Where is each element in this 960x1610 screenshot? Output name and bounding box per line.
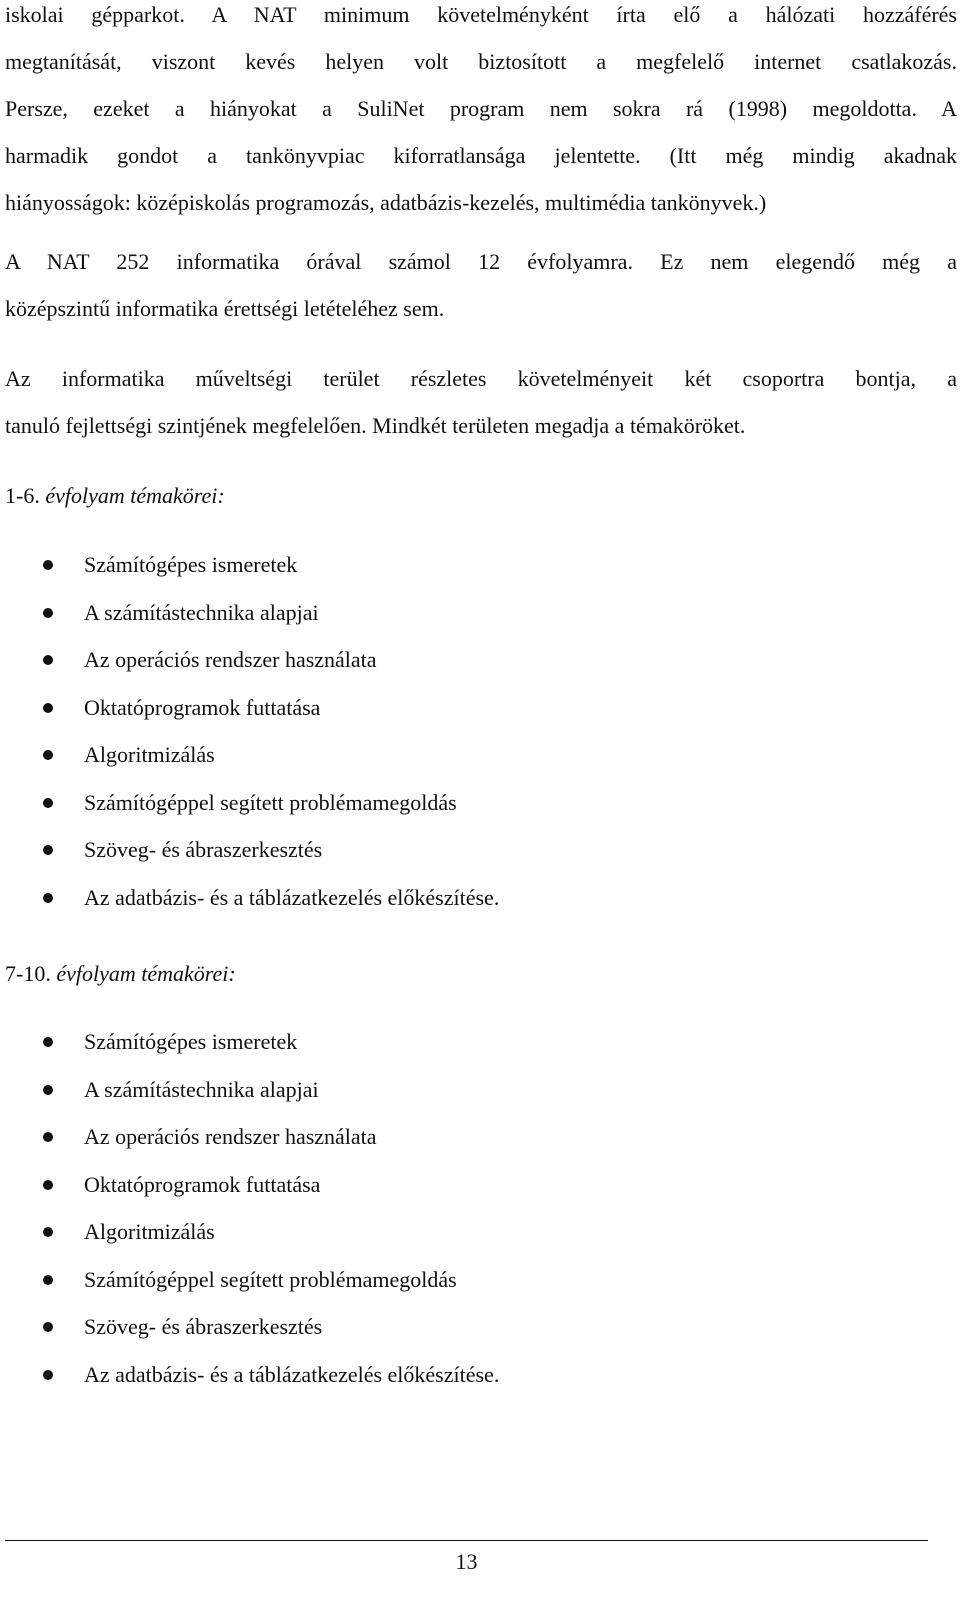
bullet-icon — [43, 1132, 53, 1142]
bullet-icon — [43, 1085, 53, 1095]
list-item-label: Számítógéppel segített problémamegoldás — [84, 789, 457, 815]
list-item-label: A számítástechnika alapjai — [84, 599, 319, 625]
list-item-label: Szöveg- és ábraszerkesztés — [84, 1314, 323, 1339]
section-heading-grades-7-10 — [5, 959, 236, 989]
footer-divider — [5, 1540, 928, 1541]
list-item-label: Számítógépes ismeretek — [84, 1029, 298, 1054]
bullet-icon — [43, 1037, 53, 1047]
bullet-icon — [43, 655, 53, 665]
list-item-label: Szöveg- és ábraszerkesztés — [84, 837, 323, 862]
list-item-label: Számítógépes ismeretek — [84, 552, 298, 577]
list-item-label: Számítógéppel segített problémamegoldás — [84, 1266, 457, 1292]
paragraph-hardware-and-textbooks — [5, 0, 957, 235]
paragraph-line: tanuló fejlettségi szintjének megfelelően. Mindkét területen megadja a témaköröket. — [5, 413, 746, 438]
list-item-label: Az operációs rendszer használata — [84, 647, 377, 672]
list-item-label: Az operációs rendszer használata — [84, 1124, 377, 1149]
bullet-icon — [43, 608, 53, 618]
paragraph-line: A NAT 252 informatika órával számol 12 évfolyamra. Ez nem elegendő még a — [5, 249, 957, 274]
paragraph-requirements-groups — [5, 364, 957, 458]
bullet-icon — [43, 1227, 53, 1237]
bullet-icon — [43, 1370, 53, 1380]
bullet-icon — [43, 750, 53, 760]
paragraph-nat-hours — [5, 247, 957, 341]
section-heading-grades-1-6 — [5, 481, 225, 511]
list-item-label: Az adatbázis- és a táblázatkezelés előkészítése. — [84, 1361, 500, 1387]
bullet-icon — [43, 1322, 53, 1332]
list-item-label: A számítástechnika alapjai — [84, 1076, 319, 1102]
bullet-icon — [43, 703, 53, 713]
section-number: 1-6. — [5, 483, 40, 508]
list-item-label: Algoritmizálás — [84, 1219, 215, 1244]
paragraph-line: középszintű informatika érettségi letételéhez sem. — [5, 296, 445, 321]
paragraph-line: hiányosságok: középiskolás programozás, adatbázis-kezelés, multimédia tankönyvek.) — [5, 190, 767, 215]
bullet-icon — [43, 1275, 53, 1285]
bullet-icon — [43, 1180, 53, 1190]
section-title: évfolyam témakörei: — [45, 483, 225, 508]
paragraph-line: iskolai gépparkot. A NAT minimum követelményként írta elő a hálózati hozzáférés — [5, 2, 957, 27]
paragraph-line: megtanítását, viszont kevés helyen volt biztosított a megfelelő internet csatlakozás. — [5, 49, 957, 74]
page-number: 13 — [455, 1549, 478, 1574]
bullet-icon — [43, 845, 53, 855]
list-item-label: Algoritmizálás — [84, 742, 215, 767]
paragraph-line: Persze, ezeket a hiányokat a SuliNet program nem sokra rá (1998) megoldotta. A — [5, 96, 957, 121]
list-item-label: Az adatbázis- és a táblázatkezelés előkészítése. — [84, 884, 500, 910]
paragraph-line: harmadik gondot a tankönyvpiac kiforratlansága jelentette. (Itt még mindig akadnak — [5, 143, 957, 168]
bullet-icon — [43, 798, 53, 808]
section-number: 7-10. — [5, 961, 51, 986]
section-title: évfolyam témakörei: — [56, 961, 236, 986]
bullet-icon — [43, 893, 53, 903]
bullet-icon — [43, 560, 53, 570]
list-item-label: Oktatóprogramok futtatása — [84, 694, 321, 720]
list-item-label: Oktatóprogramok futtatása — [84, 1171, 321, 1197]
paragraph-line: Az informatika műveltségi terület részletes követelményeit két csoportra bontja, a — [5, 366, 957, 391]
